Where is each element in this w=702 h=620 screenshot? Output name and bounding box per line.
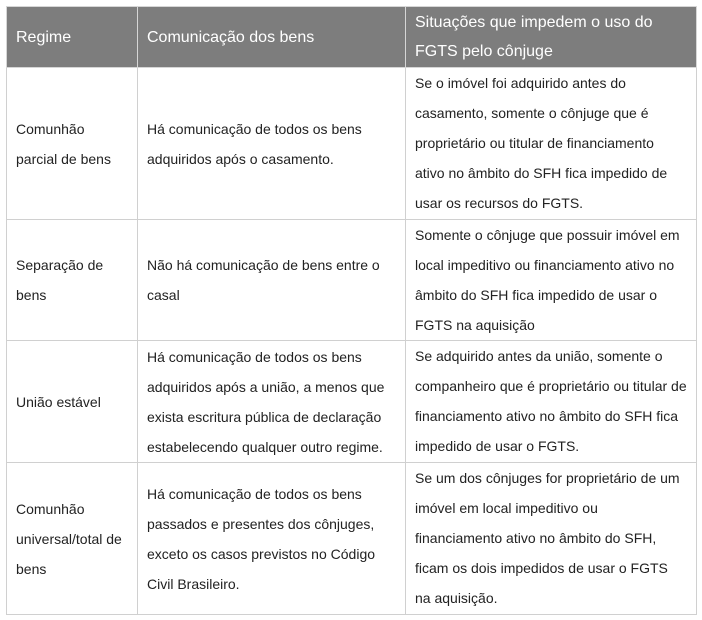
cell-regime: Comunhão universal/total de bens — [7, 463, 138, 615]
cell-situacoes: Se adquirido antes da união, somente o companheiro que é proprietário ou titular de financiamento ativo no âmbito do SFH fica impedido de usar o FGTS. — [406, 341, 697, 463]
cell-comunicacao: Há comunicação de todos os bens adquiridos após a união, a menos que exista escritura pública de declaração estabelecendo qualquer outro regime. — [138, 341, 406, 463]
table-header — [7, 7, 697, 68]
header-row — [7, 7, 697, 68]
header-situacoes: Situações que impedem o uso do FGTS pelo cônjuge — [406, 7, 697, 68]
cell-comunicacao: Há comunicação de todos os bens passados e presentes dos cônjuges, exceto os casos previstos no Código Civil Brasileiro. — [138, 463, 406, 615]
regimes-table — [6, 6, 697, 615]
table-row — [7, 220, 697, 341]
cell-situacoes: Somente o cônjuge que possuir imóvel em local impeditivo ou financiamento ativo no âmbito do SFH fica impedido de usar o FGTS na aquisição — [406, 220, 697, 341]
table-row — [7, 463, 697, 615]
table-row — [7, 68, 697, 220]
table-row — [7, 341, 697, 463]
cell-comunicacao: Não há comunicação de bens entre o casal — [138, 220, 406, 341]
cell-situacoes: Se um dos cônjuges for proprietário de um imóvel em local impeditivo ou financiamento ativo no âmbito do SFH, ficam os dois impedidos de usar o FGTS na aquisição. — [406, 463, 697, 615]
cell-situacoes: Se o imóvel foi adquirido antes do casamento, somente o cônjuge que é proprietário ou titular de financiamento ativo no âmbito do SFH fica impedido de usar os recursos do FGTS. — [406, 68, 697, 220]
cell-comunicacao: Há comunicação de todos os bens adquiridos após o casamento. — [138, 68, 406, 220]
header-comunicacao: Comunicação dos bens — [138, 7, 406, 68]
cell-regime: União estável — [7, 341, 138, 463]
cell-regime: Separação de bens — [7, 220, 138, 341]
cell-regime: Comunhão parcial de bens — [7, 68, 138, 220]
header-regime: Regime — [7, 7, 138, 68]
table-body — [7, 68, 697, 615]
